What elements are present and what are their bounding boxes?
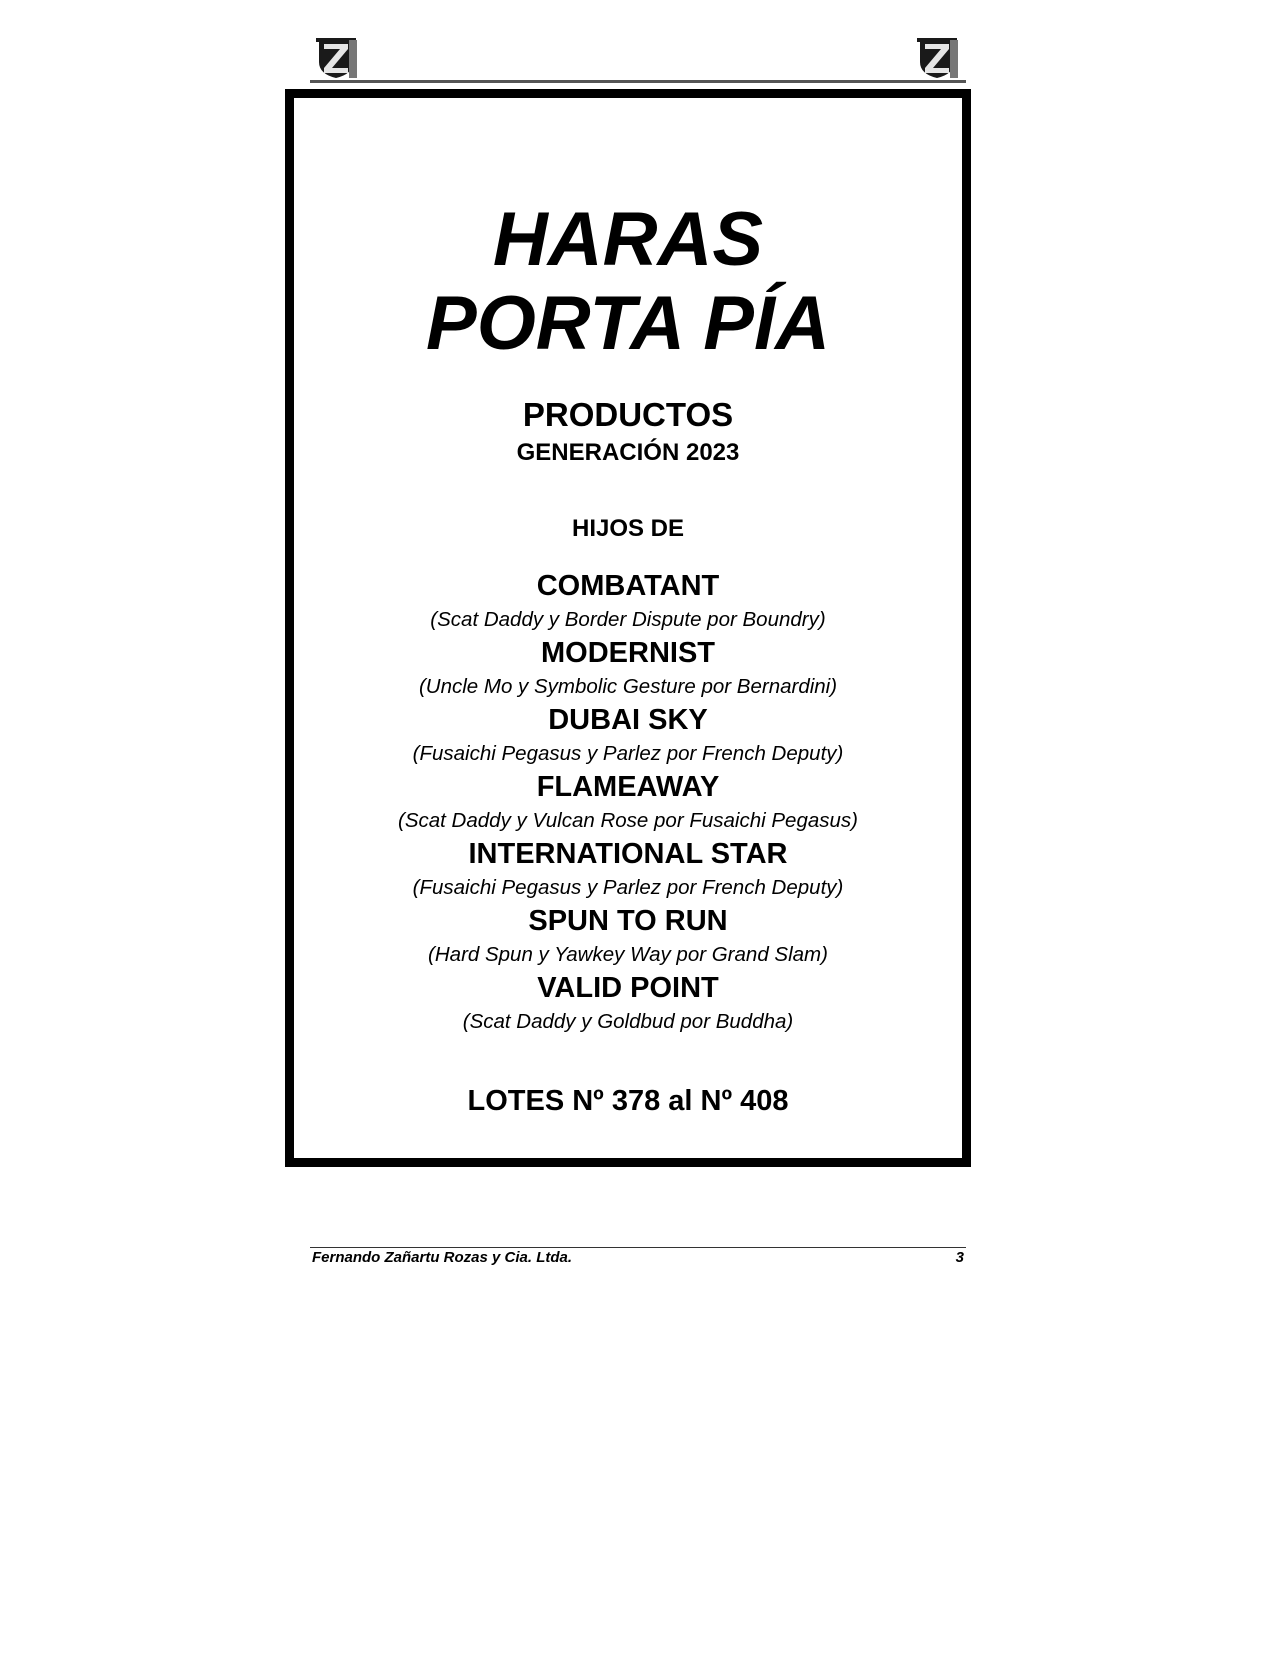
sire-pedigree: (Fusaichi Pegasus y Parlez por French Deputy) — [412, 742, 844, 765]
sire-pedigree: (Scat Daddy y Vulcan Rose por Fusaichi Pegasus) — [398, 809, 858, 832]
header-divider — [310, 80, 966, 83]
footer-company-name: Fernando Zañartu Rozas y Cia. Ltda. — [312, 1249, 573, 1266]
sire-item — [294, 838, 962, 905]
cover-frame — [285, 89, 971, 1167]
z-logo-icon — [313, 34, 359, 80]
sire-pedigree: (Fusaichi Pegasus y Parlez por French Deputy) — [412, 876, 844, 899]
sire-pedigree: (Scat Daddy y Border Dispute por Boundry) — [430, 608, 826, 631]
generation-label: GENERACIÓN 2023 — [516, 439, 740, 466]
title-line-2: PORTA PÍA — [426, 281, 830, 366]
sire-item — [294, 570, 962, 637]
sire-item — [294, 771, 962, 838]
sire-pedigree: (Scat Daddy y Goldbud por Buddha) — [462, 1010, 794, 1033]
sire-list — [294, 570, 962, 1039]
sire-name: DUBAI SKY — [548, 704, 708, 736]
sire-item — [294, 905, 962, 972]
company-logo-right — [914, 34, 960, 80]
sire-item — [294, 704, 962, 771]
title-line-1: HARAS — [492, 197, 764, 282]
lots-label: LOTES Nº 378 al Nº 408 — [467, 1085, 789, 1117]
sire-name: COMBATANT — [536, 570, 720, 602]
footer-divider — [310, 1247, 966, 1248]
z-logo-icon — [914, 34, 960, 80]
sire-name: SPUN TO RUN — [528, 905, 728, 937]
sire-name: FLAMEAWAY — [536, 771, 720, 803]
company-logo-left — [313, 34, 359, 80]
sire-item — [294, 972, 962, 1039]
sire-name: MODERNIST — [541, 637, 715, 669]
hijos-de-label: HIJOS DE — [571, 515, 685, 542]
sire-name: VALID POINT — [537, 972, 719, 1004]
sire-name: INTERNATIONAL STAR — [468, 838, 788, 870]
sire-item — [294, 637, 962, 704]
page-number: 3 — [955, 1249, 964, 1266]
products-label: PRODUCTOS — [522, 396, 734, 433]
sire-pedigree: (Hard Spun y Yawkey Way por Grand Slam) — [428, 943, 828, 966]
sire-pedigree: (Uncle Mo y Symbolic Gesture por Bernardini) — [418, 675, 838, 698]
